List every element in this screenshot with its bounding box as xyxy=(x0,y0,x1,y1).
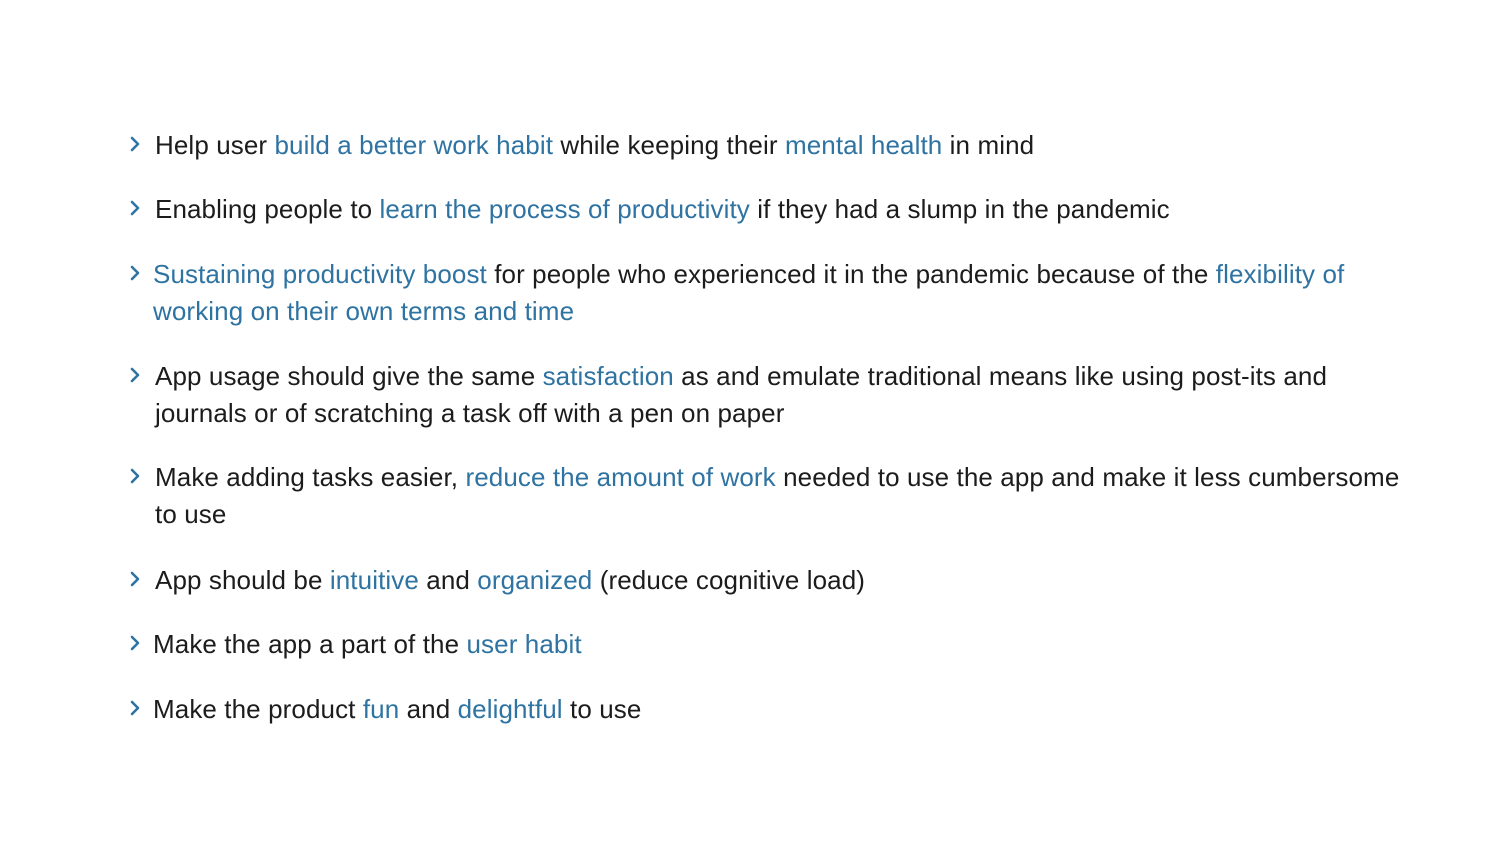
text-segment: as and emulate traditional means like using post-its and journals or of scratching a task off with a pen on paper xyxy=(155,361,1328,428)
chevron-right-icon xyxy=(128,199,142,217)
goal-text xyxy=(155,191,1170,228)
highlighted-phrase: user habit xyxy=(466,629,582,659)
text-segment: for people who experienced it in the pandemic because of the xyxy=(486,259,1216,289)
text-segment: (reduce cognitive load) xyxy=(592,565,866,595)
chevron-right-icon xyxy=(128,366,142,384)
goal-item xyxy=(128,691,1418,728)
chevron-right-icon xyxy=(128,467,142,485)
text-segment: Enabling people to xyxy=(155,194,380,224)
highlighted-phrase: reduce the amount of work xyxy=(465,462,776,492)
goal-text xyxy=(153,691,641,728)
goal-item xyxy=(128,358,1418,432)
text-segment: and xyxy=(399,694,458,724)
goal-item xyxy=(128,256,1418,330)
goal-text xyxy=(155,358,1418,432)
goal-text xyxy=(155,562,865,599)
highlighted-phrase: build a better work habit xyxy=(274,130,554,160)
goal-text xyxy=(155,459,1418,533)
text-segment: Make the product xyxy=(153,694,363,724)
highlighted-phrase: satisfaction xyxy=(542,361,674,391)
chevron-right-icon xyxy=(128,135,142,153)
highlighted-phrase: Sustaining productivity boost xyxy=(153,259,487,289)
goal-text xyxy=(153,256,1418,330)
goal-item xyxy=(128,127,1418,164)
goal-item xyxy=(128,191,1418,228)
text-segment: Make adding tasks easier, xyxy=(155,462,466,492)
text-segment: needed to use the app and make it less cumbersome to use xyxy=(155,462,1400,529)
text-segment: Help user xyxy=(155,130,275,160)
text-segment: in mind xyxy=(942,130,1035,160)
text-segment: to use xyxy=(562,694,642,724)
chevron-right-icon xyxy=(128,699,142,717)
highlighted-phrase: intuitive xyxy=(329,565,419,595)
highlighted-phrase: mental health xyxy=(784,130,943,160)
highlighted-phrase: learn the process of productivity xyxy=(379,194,750,224)
highlighted-phrase: delightful xyxy=(457,694,563,724)
goal-text xyxy=(155,127,1034,164)
goal-item xyxy=(128,626,1418,663)
text-segment: App usage should give the same xyxy=(155,361,543,391)
goal-item xyxy=(128,562,1418,599)
chevron-right-icon xyxy=(128,570,142,588)
highlighted-phrase: organized xyxy=(477,565,593,595)
goal-item xyxy=(128,459,1418,533)
chevron-right-icon xyxy=(128,634,142,652)
highlighted-phrase: fun xyxy=(362,694,400,724)
text-segment: while keeping their xyxy=(553,130,785,160)
text-segment: App should be xyxy=(155,565,330,595)
highlighted-phrase: flexibility of working on their own terms and time xyxy=(153,259,1345,326)
chevron-right-icon xyxy=(128,264,142,282)
goal-text xyxy=(153,626,582,663)
text-segment: and xyxy=(418,565,478,595)
text-segment: Make the app a part of the xyxy=(153,629,467,659)
text-segment: if they had a slump in the pandemic xyxy=(749,194,1170,224)
